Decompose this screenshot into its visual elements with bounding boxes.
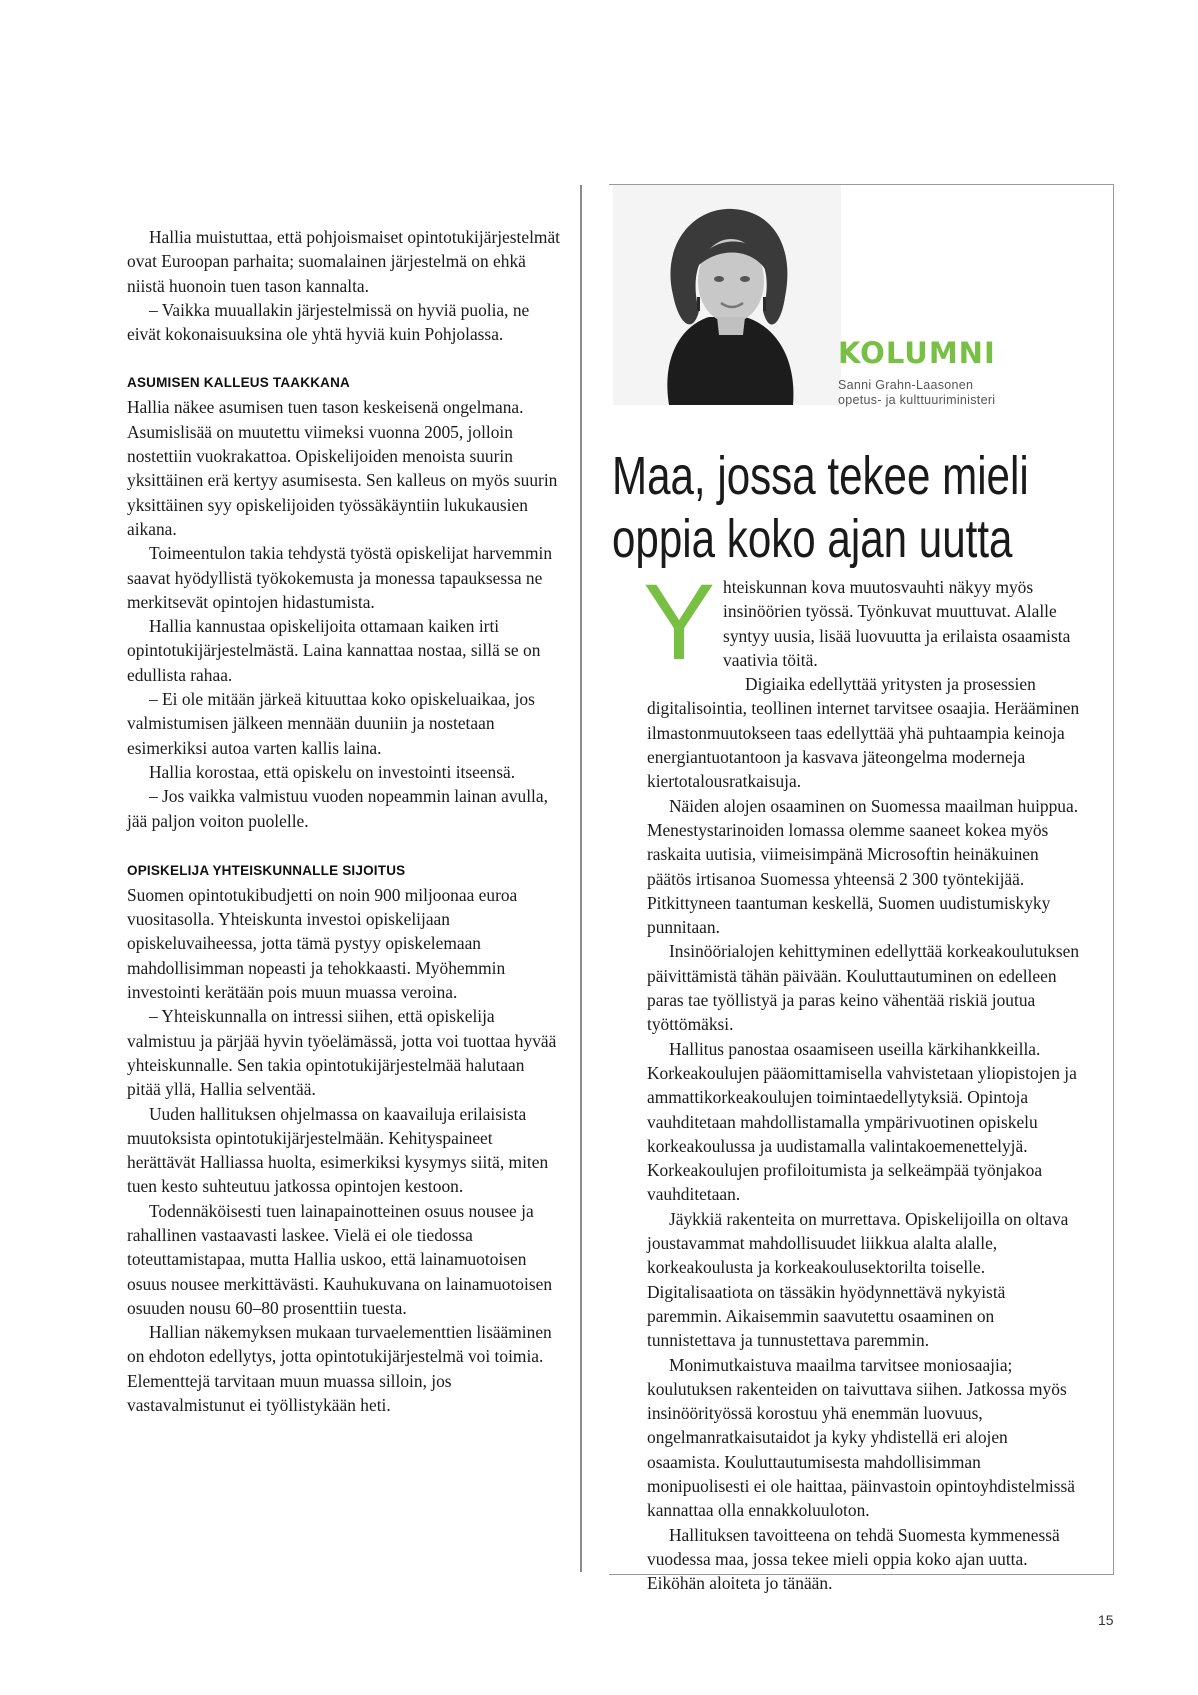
headline-line: oppia koko ajan uutta	[612, 509, 1013, 569]
author-title: opetus- ja kulttuuriministeri	[838, 393, 996, 407]
paragraph: Hallian näkemyksen mukaan turvaelementtien lisääminen on ehdoton edellytys, jotta opintotukijärjestelmä voi toimia. Elementtejä tarvitaan muun muassa silloin, jos vastavalmistunut ei työllistykään heti.	[127, 1322, 552, 1416]
paragraph: Jäykkiä rakenteita on murrettava. Opiskelijoilla on oltava joustavammat mahdollisuudet liikkua alalta alalle, korkeakoulusta ja korkeakoulusektorilta toiselle. Digitalisaatiota on tässäkin hyödynnettävä nykyistä paremmin. Aikaisemmin saavutettu osaaminen on tunnistettava ja tunnustettava paremmin.	[647, 1208, 1069, 1351]
paragraph: Näiden alojen osaaminen on Suomessa maailman huippua. Menestystarinoiden lomassa olemme saaneet kokea myös raskaita uutisia, viimeisimpänä Microsoftin heinäkuinen päätös irtisanoa Suomessa yhteensä 2 300 työntekijää. Pitkittyneen taantuman keskellä, Suomen uudistumiskyky punnitaan.	[647, 795, 1079, 938]
lead-text: hteiskunnan kova muutosvauhti näkyy myös insinöörien työssä. Työnkuvat muuttuvat. Alalle syntyy uusia, lisää luovuutta ja erilaista osaamista vaativia töitä.	[723, 577, 1071, 670]
paragraph: – Ei ole mitään järkeä kituuttaa koko opiskeluaikaa, jos valmistumisen jälkeen mennään duuniin ja nostetaan esimerkiksi autoa varten kallis laina.	[127, 689, 535, 758]
drop-cap-letter: Y	[643, 561, 716, 682]
paragraph: Hallia korostaa, että opiskelu on investointi itseensä.	[149, 761, 516, 782]
author-portrait-photo	[613, 185, 841, 405]
paragraph: Todennäköisesti tuen lainapainotteinen osuus nousee ja rahallinen vastaavasti laskee. Vielä ei ole tiedossa toteuttamistapaa, mutta Hallia uskoo, että lainamuotoisen osuus nousee merkittävästi. Kauhukuvana on lainamuotoisen osuuden nousu 60–80 prosenttiin tuesta.	[127, 1200, 553, 1318]
lead-paragraph	[643, 561, 1080, 682]
paragraph: Suomen opintotukibudjetti on noin 900 miljoonaa euroa vuositasolla. Yhteiskunta investoi opiskelijaan opiskeluvaiheessa, jotta tämä pystyy opiskelemaan mahdollisimman nopeasti ja tehokkaasti. Myöhemmin investointi kerätään pois muun muassa veroina.	[127, 884, 518, 1003]
paragraph: Hallia näkee asumisen tuen tason keskeisenä ongelmana. Asumislisää on muutettu viimeksi vuonna 2005, jolloin nostettiin vuokrakattoa. Opiskelijoiden menoista suurin yksittäinen erä kertyy asumisesta. Sen kalleus on myös suurin yksittäinen syy opiskelijoiden työssäkäyntiin lukukausien aikana.	[127, 397, 558, 539]
paragraph: – Yhteiskunnalla on intressi siihen, että opiskelija valmistuu ja pärjää hyvin työelämässä, jotta voi tuottaa hyvää yhteiskunnalle. Sen takia opintotukijärjestelmää halutaan pitää yllä, Hallia selventää.	[127, 1006, 557, 1100]
paragraph: Monimutkaistuva maailma tarvitsee moniosaajia; koulutuksen rakenteiden on taivuttava siihen. Jatkossa myös insinöörityössä korostuu yhä enemmän luovuus, ongelmanratkaisutaidot ja kyky yhdistellä eri alojen osaamista. Kouluttautumisesta mahdollisimman monipuolisesti ei ole haittaa, päinvastoin opintoyhdistelmissä kannattaa olla ennakkoluuloton.	[647, 1354, 1075, 1521]
column-divider-line	[580, 185, 582, 1572]
headline-line: Maa, jossa tekee mieli	[612, 446, 1029, 506]
subheading-asumisen-kalleus: ASUMISEN KALLEUS TAAKKANA	[127, 375, 350, 391]
paragraph: Digiaika edellyttää yritysten ja prosessien digitalisointia, teollinen internet tarvitsee osaajia. Herääminen ilmastonmuutokseen taas edellyttää yhä puhtaampia keinoja energiantuotantoon ja kasvava jäteongelma moderneja kiertotalousratkaisuja.	[647, 674, 1080, 792]
paragraph: Uuden hallituksen ohjelmassa on kaavailuja erilaisista muutoksista opintotukijärjestelmään. Kehityspaineet herättävät Halliassa huolta, esimerkiksi kysymys siitä, miten tuen kesto suhteutuu jatkossa opintojen kestoon.	[127, 1103, 549, 1197]
paragraph: Hallituksen tavoitteena on tehdä Suomesta kymmenessä vuodessa maa, jossa tekee mieli oppia koko ajan uutta. Eiköhän aloiteta jo tänään.	[647, 1524, 1060, 1594]
paragraph: Hallitus panostaa osaamiseen useilla kärkihankkeilla. Korkeakoulujen pääomittamisella vahvistetaan yliopistojen ja ammattikorkeakoulujen toimintaedellytyksiä. Opintoja vauhditetaan mahdollistamalla ympärivuotinen opiskelu korkeakoulussa ja uudistamalla valintakoemenettelyjä. Korkeakoulujen profiloitumista ja selkeämpää työnjakoa vauhditetaan.	[647, 1038, 1077, 1205]
paragraph: Toimeentulon takia tehdystä työstä opiskelijat harvemmin saavat hyödyllistä työkokemusta ja monessa tapauksessa ne merkitsevät opintojen hidastumista.	[127, 543, 553, 612]
paragraph: Hallia muistuttaa, että pohjoismaiset opintotukijärjestelmät ovat Euroopan parhaita; suomalainen järjestelmä on ehkä niistä huonoin tuen tason kannalta.	[127, 227, 561, 296]
subheading-opiskelija-sijoitus: OPISKELIJA YHTEISKUNNALLE SIJOITUS	[127, 862, 406, 878]
column-label: KOLUMNI	[838, 336, 996, 370]
paragraph: Insinöörialojen kehittyminen edellyttää korkeakoulutuksen päivittämistä tähän päivään. Kouluttautuminen on edelleen paras tae työllistyä ja paras keino vähentää riskiä joutua työttömäksi.	[647, 941, 1080, 1035]
paragraph: – Vaikka muuallakin järjestelmissä on hyviä puolia, ne eivät kokonaisuuksina ole yhtä hyviä kuin Pohjolassa.	[127, 299, 530, 345]
paragraph: – Jos vaikka valmistuu vuoden nopeammin lainan avulla, jää paljon voiton puolelle.	[127, 786, 548, 831]
column-body	[643, 561, 1080, 1595]
page-number: 15	[1098, 1612, 1114, 1628]
author-byline	[838, 378, 995, 408]
author-name: Sanni Grahn-Laasonen	[838, 378, 974, 392]
column-headline	[612, 445, 1029, 571]
left-article-column	[127, 225, 560, 1417]
paragraph: Hallia kannustaa opiskelijoita ottamaan kaiken irti opintotukijärjestelmästä. Laina kannattaa nostaa, sillä se on edullista rahaa.	[127, 616, 541, 685]
